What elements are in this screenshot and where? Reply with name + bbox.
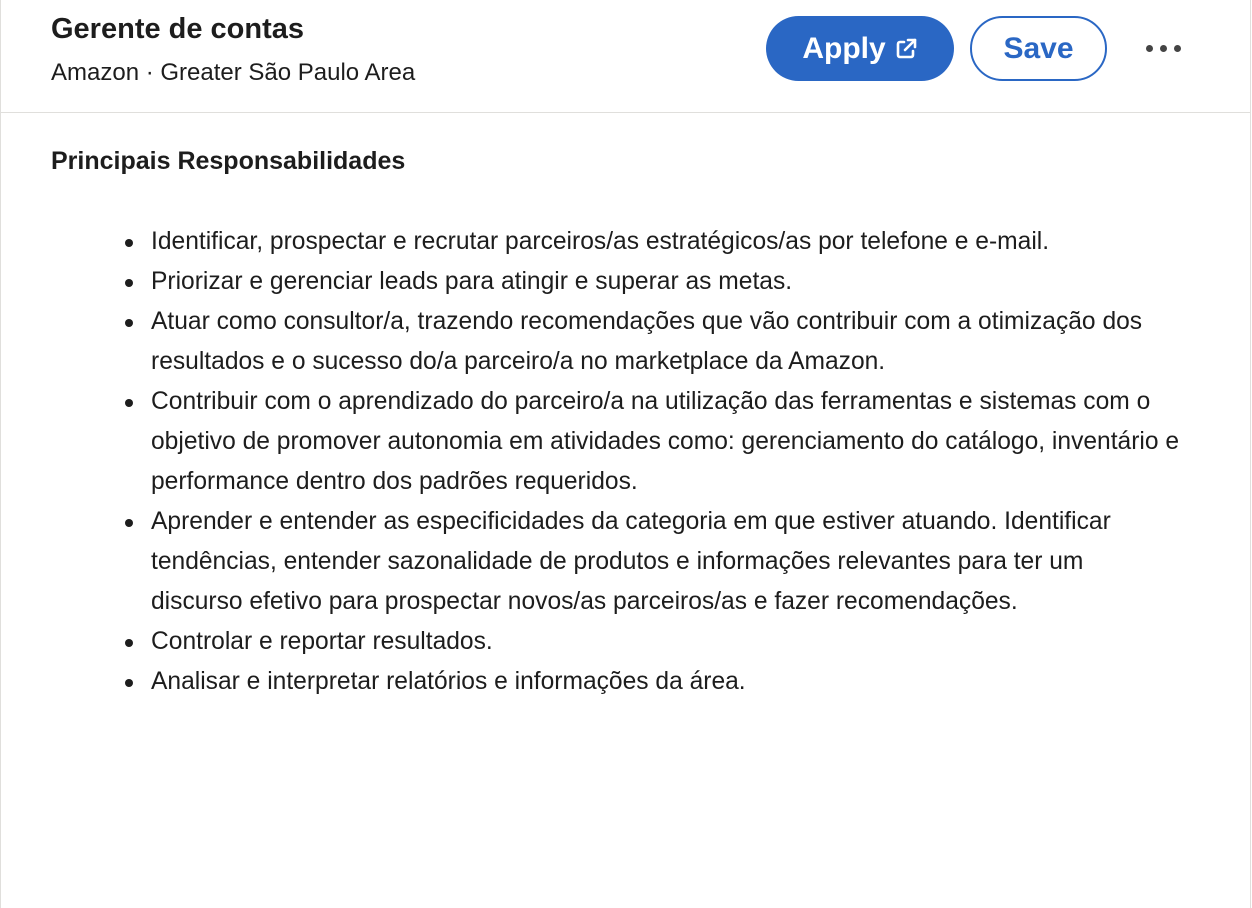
list-item	[151, 302, 1181, 382]
bullet-icon	[125, 519, 133, 527]
bullet-icon	[125, 319, 133, 327]
more-options-icon-dot	[1160, 45, 1167, 52]
save-button[interactable]: Save	[970, 16, 1107, 81]
section-heading: Principais Responsabilidades	[51, 147, 406, 175]
bullet-icon	[125, 399, 133, 407]
list-item-text: Priorizar e gerenciar leads para atingir e superar as metas.	[151, 268, 793, 295]
more-options-button[interactable]	[1129, 22, 1197, 74]
list-item	[151, 622, 1181, 662]
more-options-icon-dot	[1146, 45, 1153, 52]
list-item-text: Identificar, prospectar e recrutar parceiros/as estratégicos/as por telefone e e-mail.	[151, 228, 1050, 255]
bullet-icon	[125, 639, 133, 647]
more-options-icon-dot	[1174, 45, 1181, 52]
list-item-text: Analisar e interpretar relatórios e informações da área.	[151, 668, 746, 695]
list-item-text: Contribuir com o aprendizado do parceiro/a na utilização das ferramentas e sistemas com o objetivo de promover autonomia em atividades como: gerenciamento do catálogo, inventário e performance dentro dos padrões requeridos.	[151, 388, 1180, 495]
bullet-icon	[125, 239, 133, 247]
job-header	[1, 0, 1250, 113]
list-item	[151, 262, 1181, 302]
job-company-location: Amazon · Greater São Paulo Area	[51, 59, 416, 86]
apply-button[interactable]	[766, 16, 954, 81]
job-description	[51, 140, 1211, 702]
list-item-text: Atuar como consultor/a, trazendo recomendações que vão contribuir com a otimização dos resultados e o sucesso do/a parceiro/a no marketplace da Amazon.	[151, 308, 1143, 375]
list-item	[151, 662, 1181, 702]
list-item	[151, 502, 1181, 622]
list-item-text: Aprender e entender as especificidades da categoria em que estiver atuando. Identificar tendências, entender sazonalidade de produtos e informações relevantes para ter um discurso efetivo para prospectar novos/as parceiros/as e fazer recomendações.	[151, 508, 1111, 615]
list-item-text: Controlar e reportar resultados.	[151, 628, 493, 655]
bullet-icon	[125, 279, 133, 287]
responsibilities-list	[51, 222, 1211, 702]
apply-button-label: Apply	[802, 31, 886, 65]
bullet-icon	[125, 679, 133, 687]
list-item	[151, 222, 1181, 262]
list-item	[151, 382, 1181, 502]
external-link-icon	[894, 37, 918, 61]
job-title: Gerente de contas	[51, 13, 305, 45]
